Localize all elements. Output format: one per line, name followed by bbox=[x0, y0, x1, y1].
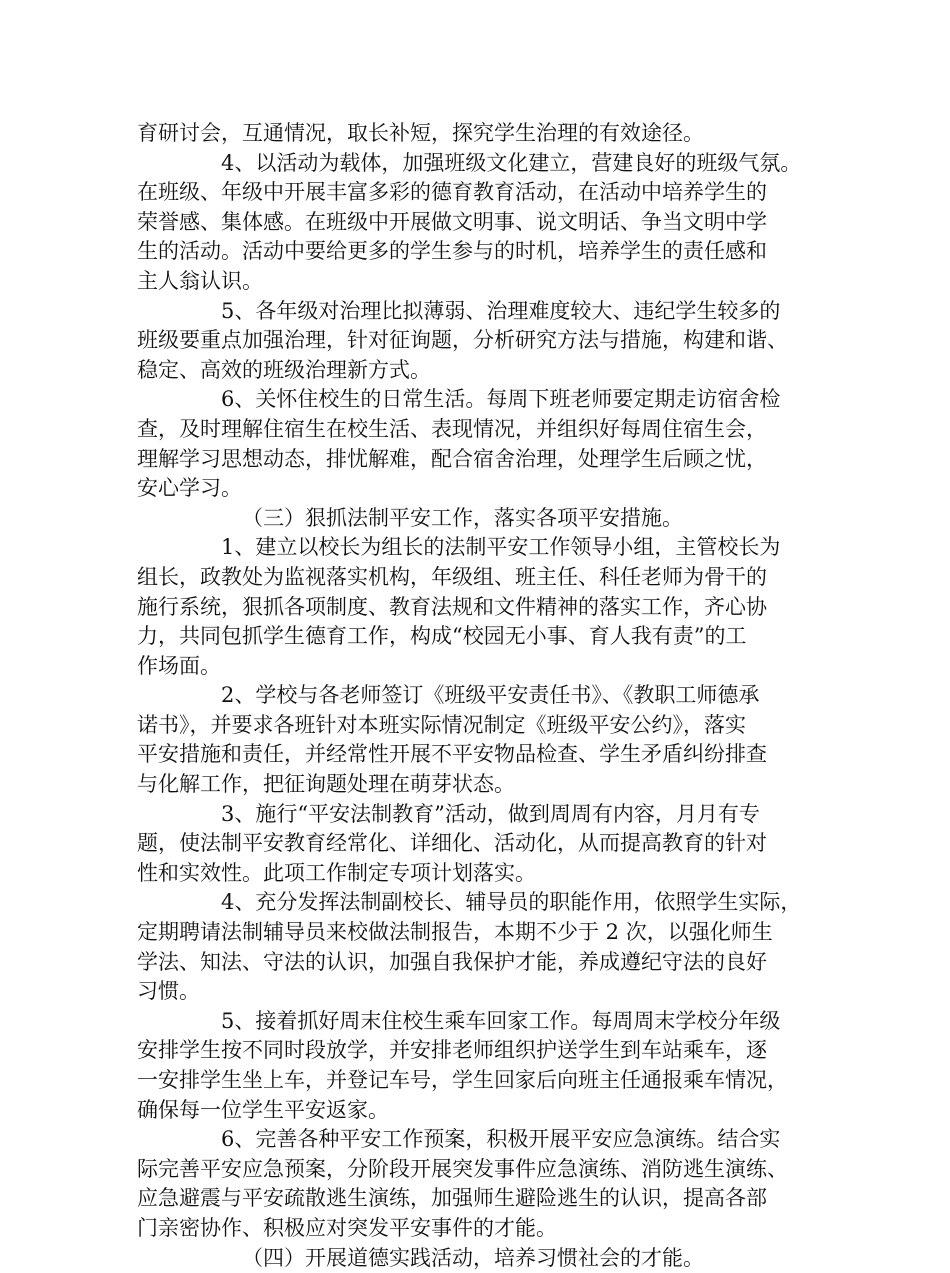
text-line: 与化解工作，把征询题处理在萌芽状态。 bbox=[137, 772, 515, 797]
text-line: 组长，政教处为监视落实机构，年级组、班主任、科任老师为骨干的 bbox=[137, 564, 767, 589]
text-line: 1、建立以校长为组长的法制平安工作领导小组，主管校长为 bbox=[221, 535, 781, 560]
text-line: 际完善平安应急预案，分阶段开展突发事件应急演练、消防逃生演练、 bbox=[137, 1156, 788, 1181]
text-line: 5、各年级对治理比拟薄弱、治理难度较大、违纪学生较多的 bbox=[221, 298, 781, 323]
text-line: 应急避震与平安疏散逃生演练，加强师生避险逃生的认识，提高各部 bbox=[137, 1186, 767, 1211]
document-body bbox=[137, 119, 837, 1273]
text-line: 一安排学生坐上车，并登记车号，学生回家后向班主任通报乘车情况， bbox=[137, 1068, 788, 1092]
text-line: 安排学生按不同时段放学，并安排老师组织护送学生到车站乘车，逐 bbox=[137, 1038, 767, 1063]
text-line: 学法、知法、守法的认识，加强自我保护才能，养成遵纪守法的良好 bbox=[137, 949, 767, 974]
text-line: 4、充分发挥法制副校长、辅导员的职能作用，依照学生实际， bbox=[221, 890, 802, 915]
text-line: 门亲密协作、积极应对突发平安事件的才能。 bbox=[137, 1215, 557, 1240]
text-line: 理解学习思想动态，排忧解难，配合宿舍治理，处理学生后顾之忧， bbox=[137, 446, 767, 471]
text-line: 性和实效性。此项工作制定专项计划落实。 bbox=[137, 860, 536, 885]
text-line: 平安措施和责任，并经常性开展不平安物品检查、学生矛盾纠纷排查 bbox=[137, 742, 767, 767]
text-line: 2、学校与各老师签订《班级平安责任书》、《教职工师德承 bbox=[221, 683, 760, 708]
text-line: 生的活动。活动中要给更多的学生参与的时机，培养学生的责任感和 bbox=[137, 239, 767, 264]
text-line: 作场面。 bbox=[137, 653, 221, 678]
text-line: 主人翁认识。 bbox=[137, 268, 263, 293]
text-line: 诺书》，并要求各班针对本班实际情况制定《班级平安公约》，落实 bbox=[137, 712, 746, 737]
text-line: 安心学习。 bbox=[137, 476, 242, 501]
text-line: 施行系统，狠抓各项制度、教育法规和文件精神的落实工作，齐心协 bbox=[137, 594, 767, 619]
text-line: 荣誉感、集体感。在班级中开展做文明事、说文明话、争当文明中学 bbox=[137, 209, 767, 234]
text-line: 力，共同包抓学生德育工作，构成“校园无小事、育人我有责”的工 bbox=[137, 624, 747, 649]
text-line: 查，及时理解住宿生在校生活、表现情况，并组织好每周住宿生会， bbox=[137, 416, 767, 441]
text-line: 育研讨会，互通情况，取长补短，探究学生治理的有效途径。 bbox=[137, 121, 704, 145]
text-line: 确保每一位学生平安返家。 bbox=[137, 1097, 389, 1122]
text-line: 3、施行“平安法制教育”活动，做到周周有内容，月月有专 bbox=[221, 801, 760, 826]
text-line: 习惯。 bbox=[137, 979, 200, 1004]
text-line: 4、以活动为载体，加强班级文化建立，营建良好的班级气氛。 bbox=[221, 150, 802, 175]
text-line: 题，使法制平安教育经常化、详细化、活动化，从而提高教育的针对 bbox=[137, 831, 767, 856]
text-line: 6、完善各种平安工作预案，积极开展平安应急演练。结合实 bbox=[221, 1127, 781, 1152]
section-heading-line: （四）开展道德实践活动，培养习惯社会的才能。 bbox=[242, 1245, 704, 1270]
text-line: 5、接着抓好周末住校生乘车回家工作。每周周末学校分年级 bbox=[221, 1008, 781, 1033]
text-line: 班级要重点加强治理，针对征询题，分析研究方法与措施，构建和谐、 bbox=[137, 328, 788, 353]
text-line: 6、关怀住校生的日常生活。每周下班老师要定期走访宿舍检 bbox=[221, 387, 781, 412]
section-heading-line: （三）狠抓法制平安工作，落实各项平安措施。 bbox=[242, 505, 683, 530]
text-line: 稳定、高效的班级治理新方式。 bbox=[137, 357, 431, 382]
text-line: 定期聘请法制辅导员来校做法制报告，本期不少于 2 次，以强化师生 bbox=[137, 920, 773, 945]
text-line: 在班级、年级中开展丰富多彩的德育教育活动，在活动中培养学生的 bbox=[137, 180, 767, 205]
